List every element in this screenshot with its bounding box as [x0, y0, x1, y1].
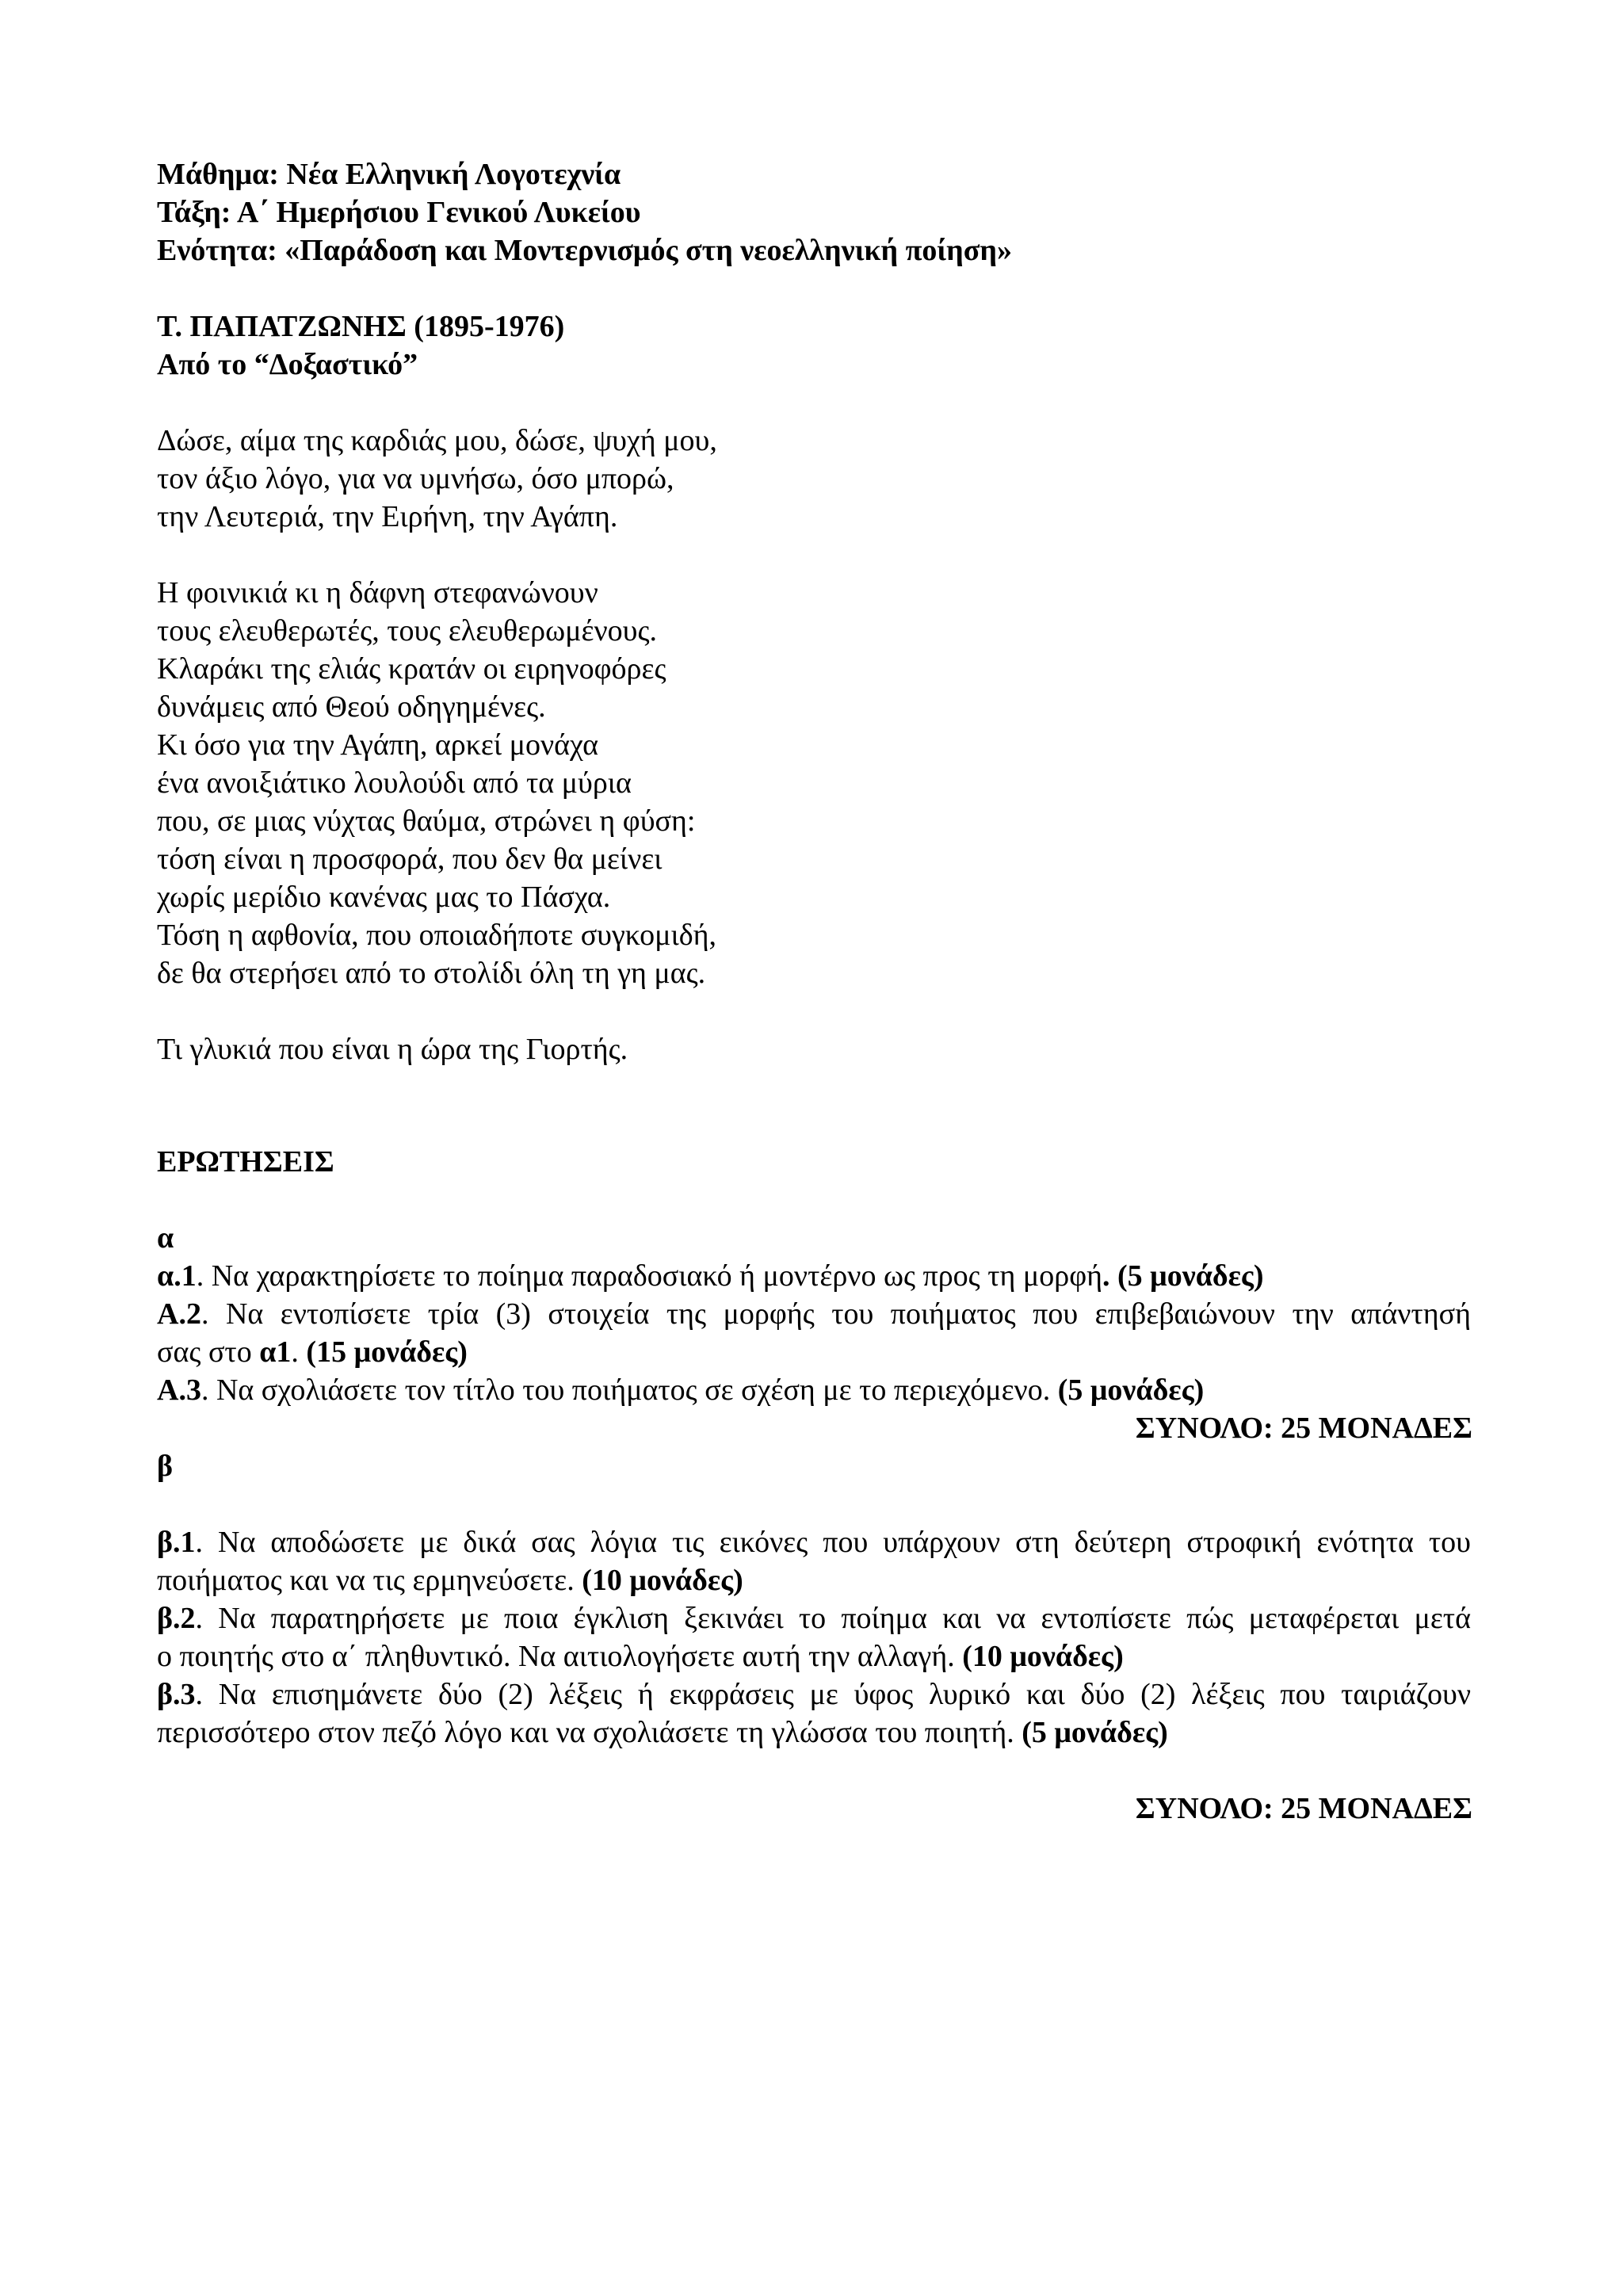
- question-text: . Να εντοπίσετε τρία (3) στοιχεία της μορφής του ποιήματος που επιβεβαιώνουν την απάντησή: [200, 1297, 1471, 1331]
- question-points: (10 μονάδες): [962, 1640, 1124, 1673]
- class-line: Τάξη: Α΄ Ημερήσιου Γενικού Λυκείου: [157, 196, 641, 229]
- unit-line: Ενότητα: «Παράδοση και Μοντερνισμός στη νεοελληνική ποίηση»: [157, 234, 1012, 267]
- question-a2: [157, 1295, 1471, 1333]
- question-text: ο ποιητής στο α΄ πληθυντικό. Να αιτιολογήσετε αυτή την αλλαγή.: [157, 1640, 963, 1673]
- poem-line: χωρίς μερίδιο κανένας μας το Πάσχα.: [157, 881, 611, 914]
- question-number: Α.2: [157, 1297, 201, 1331]
- question-points: . (5 μονάδες): [1102, 1259, 1264, 1293]
- questions-heading: ΕΡΩΤΗΣΕΙΣ: [157, 1145, 334, 1179]
- poem-line: δε θα στερήσει από το στολίδι όλη τη γη μας.: [157, 957, 706, 990]
- poem-line: Η φοινικιά κι η δάφνη στεφανώνουν: [157, 576, 598, 609]
- poem-line: Τόση η αφθονία, που οποιαδήποτε συγκομιδή,: [157, 919, 716, 952]
- poem-line: δυνάμεις από Θεού οδηγημένες.: [157, 690, 546, 724]
- question-number: α.1: [157, 1259, 197, 1293]
- question-number: β.3: [157, 1678, 196, 1711]
- group-b-total: ΣΥΝΟΛΟ: 25 ΜΟΝΑΔΕΣ: [1135, 1792, 1472, 1825]
- poem-line: ένα ανοιξιάτικο λουλούδι από τα μύρια: [157, 766, 632, 800]
- question-text: . Να επισημάνετε δύο (2) λέξεις ή εκφράσεις με ύφος λυρικό και δύο (2) λέξεις που ταιριάζουν: [195, 1678, 1471, 1711]
- question-text: . Να παρατηρήσετε με ποια έγκλιση ξεκινάει το ποίημα και να εντοπίσετε πώς μεταφέρεται μετά: [195, 1602, 1471, 1635]
- question-points: (15 μονάδες): [306, 1335, 468, 1369]
- question-text: . Να χαρακτηρίσετε το ποίημα παραδοσιακό ή μοντέρνο ως προς τη μορφή: [196, 1259, 1103, 1293]
- poem-line: τόση είναι η προσφορά, που δεν θα μείνει: [157, 842, 663, 876]
- question-text: ποιήματος και να τις ερμηνεύσετε.: [157, 1564, 582, 1597]
- question-b3: [157, 1675, 1471, 1713]
- question-points: (10 μονάδες): [582, 1564, 743, 1597]
- question-b3-cont: [157, 1713, 1168, 1752]
- question-text: περισσότερο στον πεζό λόγο και να σχολιάσετε τη γλώσσα του ποιητή.: [157, 1716, 1022, 1749]
- question-number: β.1: [157, 1526, 196, 1559]
- poem-line: Κλαράκι της ελιάς κρατάν οι ειρηνοφόρες: [157, 652, 666, 686]
- poem-line: Τι γλυκιά που είναι η ώρα της Γιορτής.: [157, 1033, 628, 1066]
- poem-title: Από το “Δοξαστικό”: [157, 348, 418, 381]
- poem-line: τους ελευθερωτές, τους ελευθερωμένους.: [157, 614, 657, 648]
- poem-author: Τ. ΠΑΠΑΤΖΩΝΗΣ (1895-1976): [157, 310, 565, 343]
- poem-line: τον άξιο λόγο, για να υμνήσω, όσο μπορώ,: [157, 462, 674, 495]
- group-a-label: α: [157, 1221, 174, 1255]
- question-points: (5 μονάδες): [1057, 1373, 1205, 1407]
- poem-line: Δώσε, αίμα της καρδιάς μου, δώσε, ψυχή μου,: [157, 424, 717, 457]
- question-number: β.2: [157, 1602, 196, 1635]
- poem-line: την Λευτεριά, την Ειρήνη, την Αγάπη.: [157, 500, 618, 533]
- group-a-total: ΣΥΝΟΛΟ: 25 ΜΟΝΑΔΕΣ: [1135, 1412, 1472, 1445]
- question-text: σας στο: [157, 1335, 260, 1369]
- question-b2-cont: [157, 1637, 1124, 1675]
- question-a3: [157, 1371, 1204, 1409]
- question-text: .: [291, 1335, 307, 1369]
- question-number: Α.3: [157, 1373, 201, 1407]
- question-text: . Να σχολιάσετε τον τίτλο του ποιήματος σε σχέση με το περιεχόμενο.: [200, 1373, 1058, 1407]
- poem-line: που, σε μιας νύχτας θαύμα, στρώνει η φύση:: [157, 804, 696, 838]
- question-a2-cont: [157, 1333, 468, 1371]
- question-reference: α1: [259, 1335, 292, 1369]
- question-b1-cont: [157, 1561, 743, 1599]
- subject-line: Μάθημα: Νέα Ελληνική Λογοτεχνία: [157, 158, 621, 191]
- question-b2: [157, 1599, 1471, 1637]
- question-b1: [157, 1523, 1471, 1561]
- group-b-label: β: [157, 1450, 174, 1483]
- question-a1: [157, 1257, 1264, 1295]
- question-text: . Να αποδώσετε με δικά σας λόγια τις εικόνες που υπάρχουν στη δεύτερη στροφική ενότητα του: [195, 1526, 1471, 1559]
- question-points: (5 μονάδες): [1022, 1716, 1168, 1749]
- poem-line: Κι όσο για την Αγάπη, αρκεί μονάχα: [157, 728, 598, 762]
